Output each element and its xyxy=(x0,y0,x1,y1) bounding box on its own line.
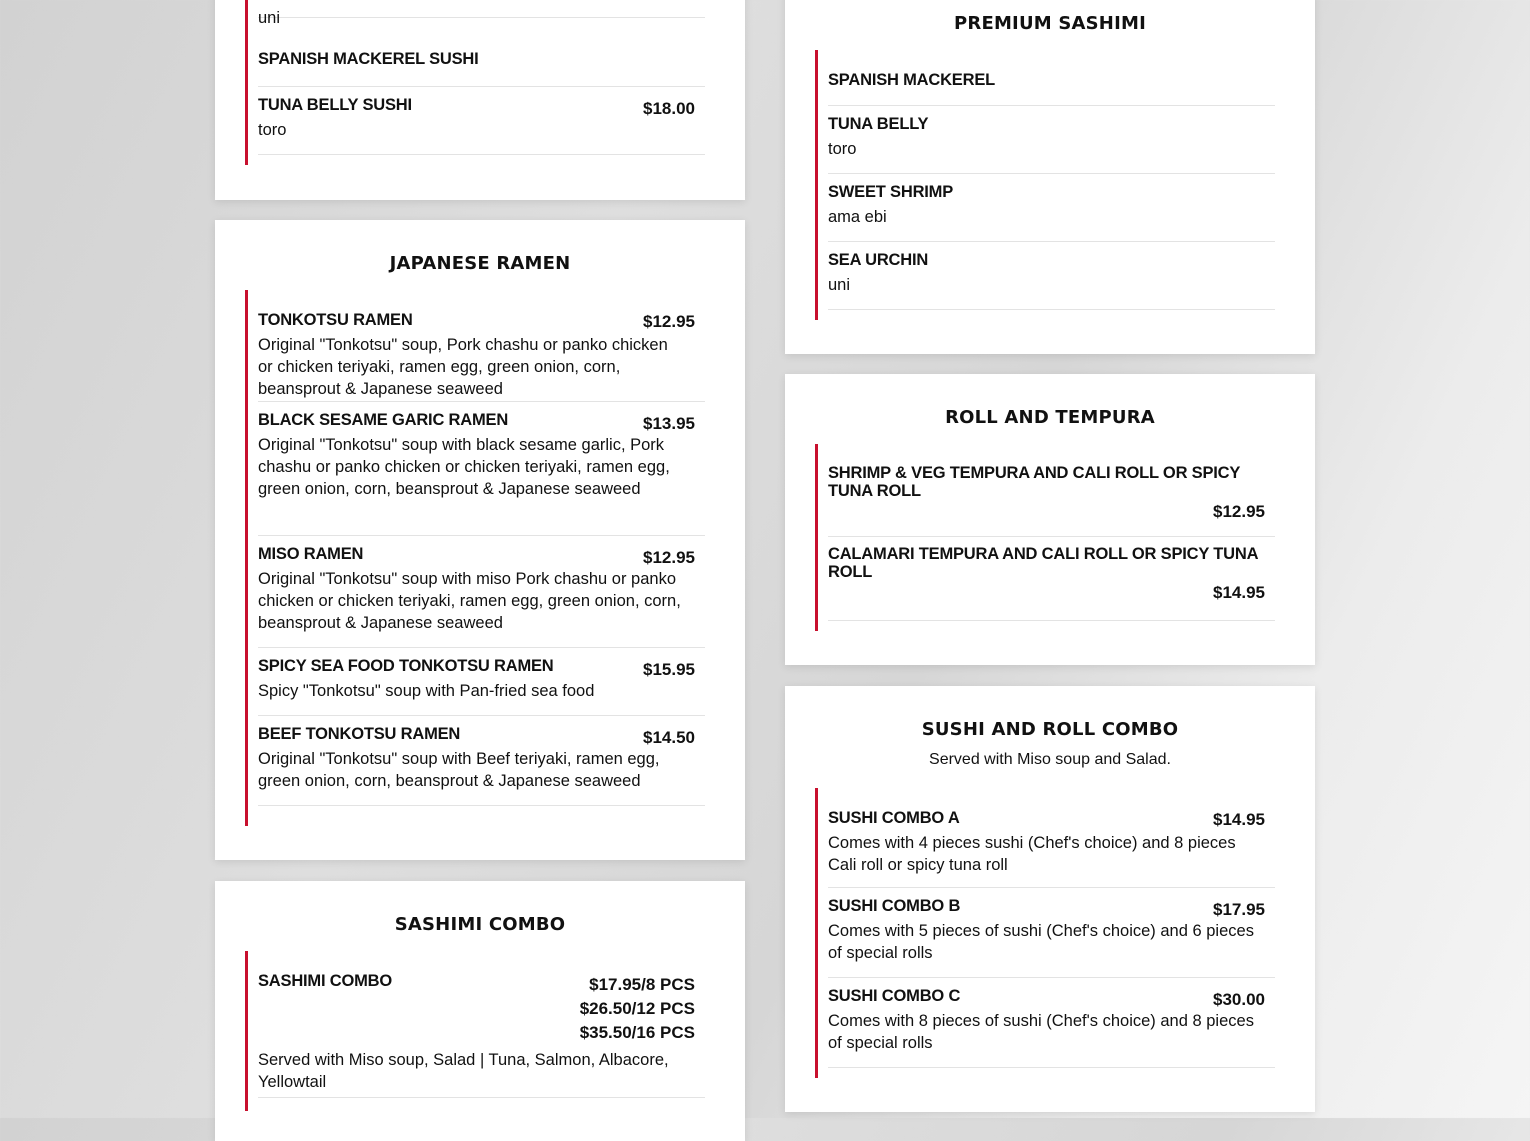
sushi-list xyxy=(245,0,705,165)
sushi-roll-combo-list xyxy=(815,788,1275,1078)
menu-item xyxy=(258,87,705,155)
menu-item xyxy=(828,888,1275,978)
item-name: SWEET SHRIMP xyxy=(828,183,954,201)
item-name: BEEF TONKOTSU RAMEN xyxy=(258,725,461,743)
item-price: $14.95 xyxy=(1213,810,1265,829)
menu-item xyxy=(258,951,705,1098)
item-price: $14.50 xyxy=(643,728,695,747)
item-name: SPICY SEA FOOD TONKOTSU RAMEN xyxy=(258,657,554,675)
item-desc: ama ebi xyxy=(828,208,887,226)
menu-item xyxy=(258,536,705,648)
item-price: $12.95 xyxy=(643,312,695,331)
item-desc: Served with Miso soup, Salad | Tuna, Salmon, Albacore, Yellowtail xyxy=(258,1051,669,1091)
item-name: MISO RAMEN xyxy=(258,545,364,563)
item-price: $15.95 xyxy=(643,660,695,679)
menu-item xyxy=(258,41,705,87)
item-name: SUSHI COMBO B xyxy=(828,897,961,915)
item-price: $18.00 xyxy=(643,99,695,118)
item-name: SPANISH MACKEREL xyxy=(828,71,996,89)
item-desc: Spicy "Tonkotsu" soup with Pan-fried sea food xyxy=(258,682,595,700)
item-name: SEA URCHIN xyxy=(828,251,929,269)
menu-item xyxy=(258,402,705,536)
item-desc: uni xyxy=(258,9,281,27)
menu-item xyxy=(258,648,705,716)
item-name: BLACK SESAME GARIC RAMEN xyxy=(258,411,509,429)
item-name: CALAMARI TEMPURA AND CALI ROLL OR SPICY TUNA ROLL xyxy=(828,545,1258,581)
menu-item xyxy=(258,290,705,402)
section-title: SUSHI AND ROLL COMBO xyxy=(921,719,1179,740)
item-name: SASHIMI COMBO xyxy=(258,972,392,990)
item-desc: Original "Tonkotsu" soup with black sesame garlic, Pork chashu or panko chicken or chicken teriyaki, ramen egg, green onion, corn, beansprout & Japanese seaweed xyxy=(258,436,670,498)
item-price: $12.95 xyxy=(643,548,695,567)
item-price: $26.50/12 PCS xyxy=(579,999,695,1018)
section-title: PREMIUM SASHIMI xyxy=(954,13,1146,34)
item-desc: Comes with 8 pieces of sushi (Chef's choice) and 8 pieces of special rolls xyxy=(828,1012,1254,1052)
roll-tempura-list xyxy=(815,444,1275,631)
item-name: TONKOTSU RAMEN xyxy=(258,311,413,329)
menu-item xyxy=(258,0,705,27)
item-price: $35.50/16 PCS xyxy=(579,1023,695,1042)
menu-item xyxy=(828,444,1275,537)
section-title: SASHIMI COMBO xyxy=(394,914,566,935)
item-desc: uni xyxy=(828,276,851,294)
menu-item xyxy=(828,537,1275,621)
item-desc: Original "Tonkotsu" soup, Pork chashu or panko chicken or chicken teriyaki, ramen egg, green onion, corn, beansprout & Japanese seaweed xyxy=(258,336,668,398)
roll-tempura-card xyxy=(785,374,1315,665)
menu-item xyxy=(828,788,1275,888)
menu-item xyxy=(828,242,1275,310)
section-title: ROLL AND TEMPURA xyxy=(945,407,1155,428)
item-name: SHRIMP & VEG TEMPURA AND CALI ROLL OR SPICY TUNA ROLL xyxy=(828,464,1240,500)
item-price: $14.95 xyxy=(1213,583,1265,602)
section-subtitle: Served with Miso soup and Salad. xyxy=(929,751,1171,768)
item-price: $13.95 xyxy=(643,414,695,433)
sushi-roll-combo-card xyxy=(785,686,1315,1112)
item-price: $12.95 xyxy=(1213,502,1265,521)
item-price: $30.00 xyxy=(1213,990,1265,1009)
item-name: SUSHI COMBO C xyxy=(828,987,961,1005)
ramen-card xyxy=(215,220,745,860)
item-price: $17.95/8 PCS xyxy=(589,975,695,994)
sashimi-combo-card xyxy=(215,881,745,1141)
menu-item xyxy=(828,174,1275,242)
sashimi-combo-list xyxy=(245,951,705,1111)
ramen-list xyxy=(245,290,705,826)
item-desc: Original "Tonkotsu" soup with miso Pork chashu or panko chicken or chicken teriyaki, ramen egg, green onion, corn, beansprout & Japanese seaweed xyxy=(258,570,681,632)
premium-sashimi-list xyxy=(815,50,1275,320)
menu-item xyxy=(828,106,1275,174)
premium-sashimi-card xyxy=(785,0,1315,354)
item-name: TUNA BELLY SUSHI xyxy=(258,96,412,114)
item-desc: toro xyxy=(828,140,857,158)
item-name: SPANISH MACKEREL SUSHI xyxy=(258,50,479,68)
item-desc: Original "Tonkotsu" soup with Beef teriyaki, ramen egg, green onion, corn, beansprout & Japanese seaweed xyxy=(258,750,660,790)
menu-item xyxy=(828,978,1275,1068)
item-desc: toro xyxy=(258,121,287,139)
item-price: $17.95 xyxy=(1213,900,1265,919)
menu-item xyxy=(828,50,1275,106)
item-name: SUSHI COMBO A xyxy=(828,809,960,827)
item-desc: Comes with 4 pieces sushi (Chef's choice) and 8 pieces Cali roll or spicy tuna roll xyxy=(828,834,1236,874)
sushi-card xyxy=(215,0,745,200)
section-title: JAPANESE RAMEN xyxy=(389,253,571,274)
item-desc: Comes with 5 pieces of sushi (Chef's choice) and 6 pieces of special rolls xyxy=(828,922,1254,962)
menu-item xyxy=(258,716,705,806)
item-name: TUNA BELLY xyxy=(828,115,929,133)
